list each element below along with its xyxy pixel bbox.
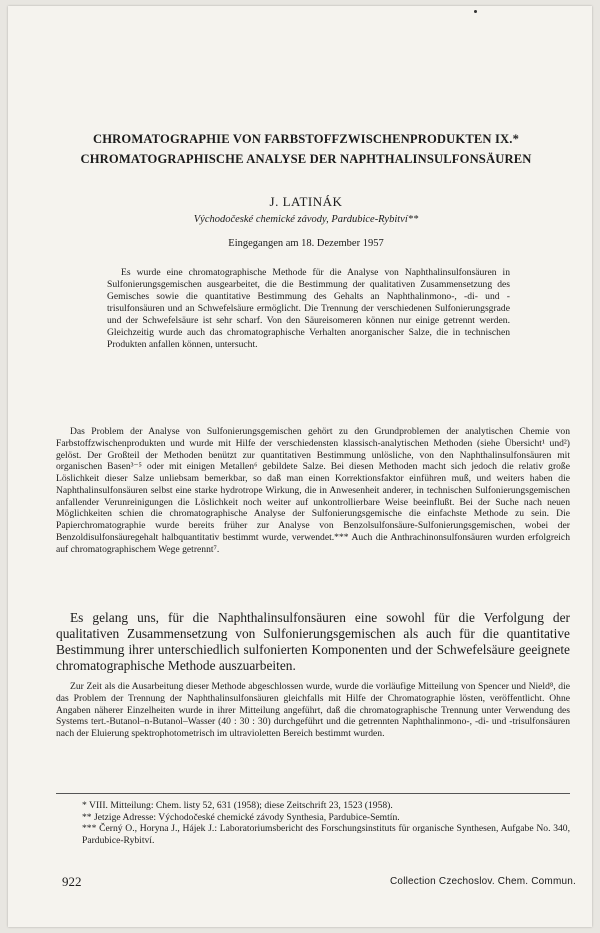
footnote-rule <box>56 793 570 794</box>
received-date: Eingegangen am 18. Dezember 1957 <box>228 238 384 249</box>
emphasized-paragraph: Es gelang uns, für die Naphthalinsulfonsäuren eine sowohl für die Verfolgung der qualitativen Zusammensetzung von Sulfonierungsgemischen als auch für die quantitative Bestimmung ihrer unterschiedlich sulfonierten Komponenten und der Schwefelsäure geeignete chromatographische Methode auszuarbeiten. <box>56 610 570 674</box>
body-paragraph-2: Zur Zeit als die Ausarbeitung dieser Methode abgeschlossen wurde, wurde die vorläufige Mitteilung von Spencer und Nield⁸, die das Problem der Trennung der Naphthalinsulfonsäuren gleichfalls mit Hilfe der Chromatographie lösten, veröffentlicht. Ohne Angaben näherer Einzelheiten wurde in ihrer Mitteilung angeführt, daß die chromatographische Trennung unter Verwendung des Systems tert.-Butanol–n-Butanol–Wasser (40 : 30 : 30) durchgeführt und die getrennten Naphthalinmono-, -di- und -trisulfonsäuren nach der Eluierung spektrophotometrisch im ultravioletten Bereich bestimmt wurden. <box>56 681 570 739</box>
scan-speck <box>474 10 477 13</box>
page-number: 922 <box>62 874 82 889</box>
abstract: Es wurde eine chromatographische Methode für die Analyse von Naphthalinsulfonsäuren in Sulfonierungsgemischen ausgearbeitet, die die Bestimmung der qualitativen Zusammensetzung des Gemisches sowie die quantitative Bestimmung des Gehalts an Naphthalinmono-, -di- und -trisulfonsäuren und an Schwefelsäure ermöglicht. Die Trennung der verschiedenen Sulfonierungsgrade und der Schwefelsäure ist sehr scharf. Von den Säureisomeren können nur einige getrennt werden. Gleichzeitig wurde auch das chromatographische Verhalten anorganischer Salze, die in technischen Produkten anfallen können, untersucht. <box>107 267 510 350</box>
footnote-1: * VIII. Mitteilung: Chem. listy 52, 631 (1958); diese Zeitschrift 23, 1523 (1958). <box>82 800 393 811</box>
author-affiliation: Východočeské chemické závody, Pardubice-Rybitví** <box>193 214 419 225</box>
paper-title-line-1: CHROMATOGRAPHIE VON FARBSTOFFZWISCHENPRODUKTEN IX.* <box>92 132 520 146</box>
journal-name: Collection Czechoslov. Chem. Commun. <box>390 876 576 887</box>
body-paragraph-1: Das Problem der Analyse von Sulfonierungsgemischen gehört zu den Grundproblemen der analytischen Chemie von Farbstoffzwischenprodukten und wurde mit Hilfe der verschiedensten klassisch-analytischen Methoden (siehe Übersicht¹ und²) gelöst. Der Großteil der Methoden benützt zur quantitativen Bestimmung unlösliche, von den Naphthalinsulfonsäuren mit organischen Basen³⁻⁵ oder mit einigen Metallen⁶ gebildete Salze. Bei diesen Methoden macht sich jedoch die relativ große Löslichkeit dieser Salze unliebsam bemerkbar, so daß man einen Korrektionsfaktor einführen muß, und weiters haben die Naphthalinsulfonsäuren selbst eine starke hydrotrope Wirkung, die in Anwesenheit anderer, in technischen Sulfonierungsgemischen anfallender Verunreinigungen die Löslichkeit noch weiter auf unkontrollierbare Weise beeinflußt. Bei der Suche nach neuen Möglichkeiten schien die chromatographische Analyse der Sulfonierungsgemische die einfachste Methode zu sein. Die Papierchromatographie wurde bereits früher zur Analyse von Benzolsulfonsäure-Sulfonierungsgemischen, wobei der Benzoldisulfonsäuregehalt halbquantitativ bestimmt wurde, verwendet.*** Auch die Anthrachinonsulfonsäuren wurden erfolgreich auf chromatographischem Wege getrennt⁷. <box>56 426 570 555</box>
footnote-3: *** Černý O., Horyna J., Hájek J.: Laboratoriumsbericht des Forschungsinstituts für organische Synthesen, Aufgabe No. 340, Pardubice-Rybitví. <box>82 823 570 846</box>
footnote-2: ** Jetzige Adresse: Východočeské chemické závody Synthesia, Pardubice-Semtín. <box>82 811 400 823</box>
author-name: J. LATINÁK <box>269 194 343 209</box>
paper-title-line-2: CHROMATOGRAPHISCHE ANALYSE DER NAPHTHALINSULFONSÄUREN <box>80 152 532 166</box>
footnotes <box>56 800 570 846</box>
